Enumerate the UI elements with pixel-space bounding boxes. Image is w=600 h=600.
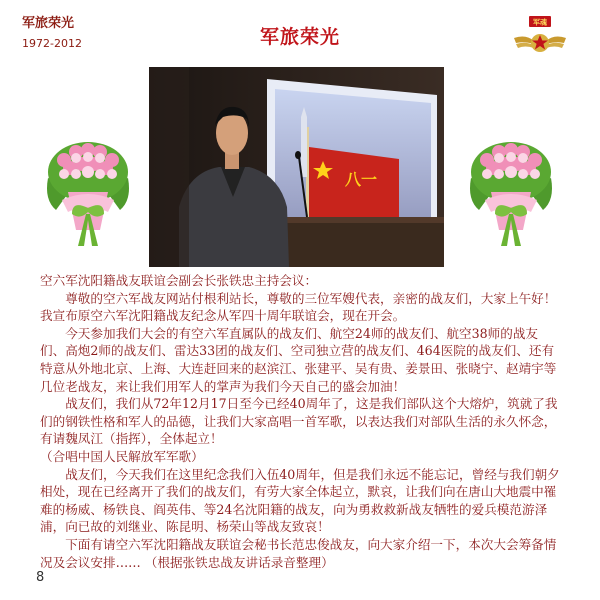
flower-bouquet-icon — [42, 130, 134, 250]
page-title: 军旅荣光 — [259, 26, 340, 48]
page-number: 8 — [36, 570, 45, 585]
paragraph-anniversary: 战友们，我们从72年12月17日至今已经40周年了，这是我们部队这个大熔炉，筑就了我们的钢铁性格和军人的品德，让我们大家高唱一首军歌，以表达我们对部队生活的永久怀念，有请魏凤江（指挥），全体起立！ — [40, 396, 558, 447]
flower-bouquet-icon — [465, 130, 557, 250]
paragraph-greeting: 尊敬的空六军战友网站付根利站长，尊敬的三位军嫂代表，亲密的战友们，大家上午好！我宣布原空六军沈阳籍战友纪念从军四十周年联谊会，现在开会。 — [40, 290, 557, 324]
header-years: 1972-2012 — [22, 37, 82, 50]
svg-text:军魂: 军魂 — [533, 18, 547, 27]
speaker-photo — [149, 67, 444, 267]
speech-transcript — [40, 272, 562, 571]
paragraph-memorial: 战友们，今天我们在这里纪念我们入伍40周年，但是我们永远不能忘记，曾经与我们朝夕相处，现在已经离开了我们的战友们，有劳大家全体起立，默哀，让我们向在唐山大地震中罹难的杨威、杨铁良、阎英伟、等24名沈阳籍的战友，向为勇救救新战友牺牲的爱兵模范游泽浦，向已故的刘继业、陈昆明、杨荣山等战友致哀！ — [40, 466, 560, 535]
paragraph-chorus: （合唱中国人民解放军军歌） — [40, 448, 204, 464]
air-force-emblem-icon — [512, 14, 568, 58]
flag-text: 八一 — [344, 170, 378, 189]
intro-line: 空六军沈阳籍战友联谊会副会长张铁忠主持会议： — [40, 273, 318, 288]
header-left-title: 军旅荣光 — [22, 16, 75, 31]
paragraph-closing: 下面有请空六军沈阳籍战友联谊会秘书长范忠俊战友，向大家介绍一下，本次大会筹备情况及会议安排…… （根据张铁忠战友讲话录音整理） — [40, 536, 557, 570]
paragraph-attendees: 今天参加我们大会的有空六军直属队的战友们、航空24师的战友们、航空38师的战友们、高炮2师的战友们、雷达33团的战友们、空司独立营的战友们、464医院的战友们、还有特意从外地北京、上海、大连赶回来的赵滨江、张建平、吴有贵、姜景田、张晓宁、赵靖宇等几位老战友，来让我们用军人的掌声为我们今天自己的盛会加油！ — [40, 325, 557, 394]
